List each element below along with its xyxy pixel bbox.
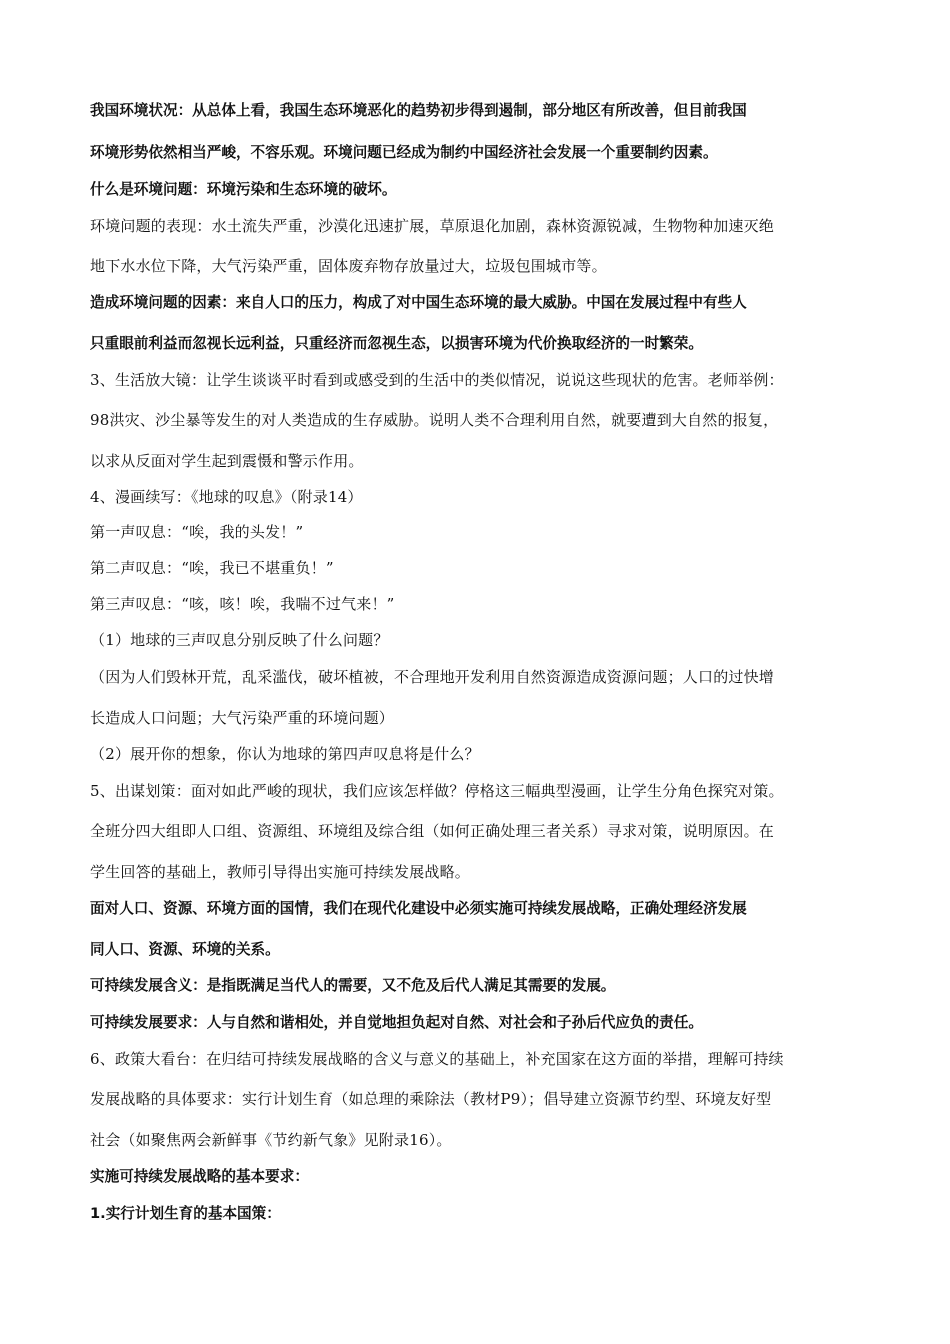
- text-line-question-2: （2）展开你的想象，你认为地球的第四声叹息将是什么？: [90, 745, 480, 763]
- text-line-answer-2: 长造成人口问题；大气污染严重的环境问题）: [90, 709, 395, 727]
- text-line-strategy-2: 同人口、资源、环境的关系。: [90, 941, 280, 958]
- text-line-section-6-1: 6、政策大看台：在归结可持续发展战略的含义与意义的基础上，补充国家在这方面的举措，理解可持续: [90, 1050, 784, 1068]
- text-line-first-sigh: 第一声叹息：“唉，我的头发！”: [90, 523, 304, 541]
- text-line-question-1: （1）地球的三声叹息分别反映了什么问题？: [90, 631, 389, 649]
- text-line-strategy-1: 面对人口、资源、环境方面的国情，我们在现代化建设中必须实施可持续发展战略，正确处理经济发展: [90, 900, 747, 917]
- text-line-environment-status-1: 我国环境状况：从总体上看，我国生态环境恶化的趋势初步得到遏制，部分地区有所改善，但目前我国: [90, 102, 747, 119]
- text-line-problem-manifestation-2: 地下水水位下降，大气污染严重，固体废弃物存放量过大，垃圾包围城市等。: [90, 257, 607, 275]
- text-line-section-6-3: 社会（如聚焦两会新鲜事《节约新气象》见附录16）。: [90, 1131, 452, 1149]
- text-line-what-is-environment-problem: 什么是环境问题：环境污染和生态环境的破坏。: [90, 181, 397, 198]
- text-line-section-3-3: 以求从反面对学生起到震慑和警示作用。: [90, 452, 364, 470]
- text-line-section-5-3: 学生回答的基础上，教师引导得出实施可持续发展战略。: [90, 863, 471, 881]
- text-line-problem-manifestation-1: 环境问题的表现：水土流失严重，沙漠化迅速扩展，草原退化加剧，森林资源锐减，生物物种加速灭绝: [90, 217, 775, 235]
- text-line-section-4: 4、漫画续写：《地球的叹息》（附录14）: [90, 488, 363, 506]
- text-line-section-3-2: 98洪灾、沙尘暴等发生的对人类造成的生存威胁。说明人类不合理利用自然，就要遭到大自然的报复，: [90, 411, 779, 429]
- text-line-causes-1: 造成环境问题的因素：来自人口的压力，构成了对中国生态环境的最大威胁。中国在发展过程中有些人: [90, 294, 747, 311]
- text-line-sustainable-meaning: 可持续发展含义：是指既满足当代人的需要，又不危及后代人满足其需要的发展。: [90, 977, 616, 994]
- text-line-family-planning-heading: 1.实行计划生育的基本国策：: [90, 1205, 281, 1222]
- text-line-third-sigh: 第三声叹息：“咳，咳！唉，我喘不过气来！”: [90, 595, 395, 613]
- text-line-sustainable-requirement: 可持续发展要求：人与自然和谐相处，并自觉地担负起对自然、对社会和子孙后代应负的责任。: [90, 1014, 703, 1031]
- text-line-second-sigh: 第二声叹息：“唉，我已不堪重负！”: [90, 559, 334, 577]
- text-line-answer-1: （因为人们毁林开荒，乱采滥伐，破坏植被，不合理地开发利用自然资源造成资源问题；人口的过快增: [90, 668, 775, 686]
- text-line-causes-2: 只重眼前利益而忽视长远利益，只重经济而忽视生态，以损害环境为代价换取经济的一时繁荣。: [90, 335, 703, 352]
- text-line-section-5-1: 5、出谋划策：面对如此严峻的现状，我们应该怎样做？停格这三幅典型漫画，让学生分角色探究对策。: [90, 782, 784, 800]
- text-line-section-3-1: 3、生活放大镜：让学生谈谈平时看到或感受到的生活中的类似情况，说说这些现状的危害。老师举例：: [90, 371, 784, 389]
- text-line-section-6-2: 发展战略的具体要求：实行计划生育（如总理的乘除法（教材P9）；倡导建立资源节约型、环境友好型: [90, 1090, 772, 1108]
- text-line-environment-status-2: 环境形势依然相当严峻，不容乐观。环境问题已经成为制约中国经济社会发展一个重要制约因素。: [90, 144, 718, 161]
- text-line-section-5-2: 全班分四大组即人口组、资源组、环境组及综合组（如何正确处理三者关系）寻求对策，说明原因。在: [90, 822, 775, 840]
- text-line-basic-requirements-heading: 实施可持续发展战略的基本要求：: [90, 1168, 309, 1185]
